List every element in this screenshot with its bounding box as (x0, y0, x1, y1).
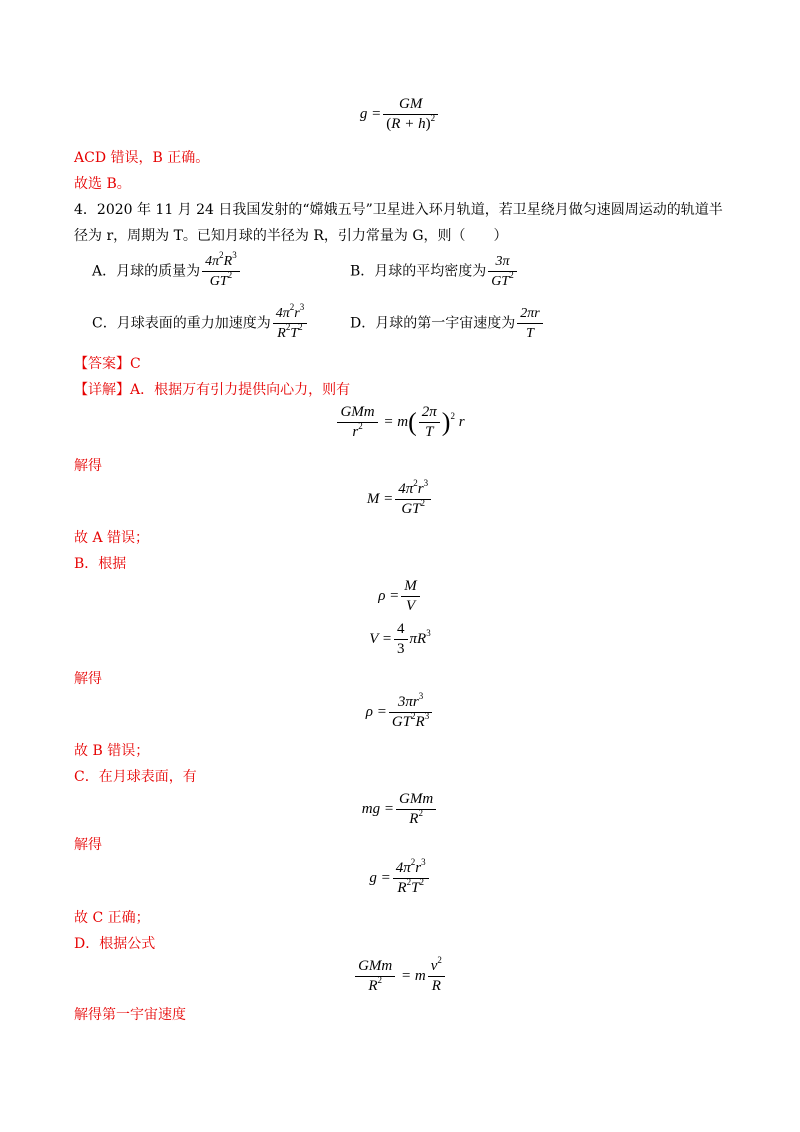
question-4-line-1: 4．2020 年 11 月 24 日我国发射的“嫦娥五号”卫星进入环月轨道，若卫星绕月做匀速圆周运动的轨道半 (74, 202, 723, 218)
solve-velocity-text: 解得第一宇宙速度 (74, 1007, 186, 1023)
equation-gravity-centripetal: $\frac{\text{GMm}}{r^2}$ = m( $\frac{2\pi}{T}$ )$^2$ r (0, 404, 800, 441)
equation-density-definition: ρ = $\frac{M}{V}$ (0, 578, 800, 615)
option-b-label: B．月球的平均密度为 (350, 263, 487, 280)
option-d-label: D．月球的第一宇宙速度为 (350, 315, 516, 332)
equation-mass: M = $\frac{4\pi^2r^3}{GT^2}$ (0, 481, 800, 518)
equation-g-gm-r-plus-h: g = $\frac{GM}{(R + h)^2}$ (0, 96, 800, 133)
option-d-formula: $\frac{2\pi r}{T}$ (517, 305, 542, 342)
option-a (92, 250, 242, 290)
option-c (92, 302, 309, 342)
conclusion-acd-wrong: ACD 错误，B 正确。 (74, 150, 210, 166)
detail-a-intro: 【详解】A．根据万有引力提供向心力，则有 (74, 382, 351, 398)
c-right-text: 故 C 正确； (74, 910, 150, 926)
choose-b-text: 故选 B。 (74, 176, 131, 192)
option-d (350, 305, 545, 342)
equation-volume: V = $\frac{4}{3}$ $\pi R^3$ (369, 621, 431, 657)
option-c-formula: $\frac{4\pi^2r^3}{R^2T^2}$ (273, 305, 307, 342)
solve-text-2: 解得 (74, 671, 102, 687)
option-c-label: C．月球表面的重力加速度为 (92, 315, 271, 332)
question-4-line-2: 径为 r，周期为 T。已知月球的半径为 R，引力常量为 G，则（ ） (74, 228, 508, 244)
solve-text-3: 解得 (74, 837, 102, 853)
option-a-label: A．月球的质量为 (92, 263, 201, 280)
equation-surface-gravity: mg = $\frac{\text{GMm}}{R^2}$ (0, 791, 800, 828)
a-wrong-text: 故 A 错误； (74, 530, 150, 546)
solve-text-1: 解得 (74, 458, 102, 474)
option-a-formula: $\frac{4\pi^2R^3}{GT^2}$ (202, 253, 240, 290)
option-b-formula: $\frac{3\pi}{GT^2}$ (488, 253, 516, 290)
equation-density-result: ρ = $\frac{3\pi r^3}{GT^2R^3}$ (0, 694, 800, 731)
d-formula-text: D．根据公式 (74, 936, 156, 952)
equation-surface-acceleration: g = $\frac{4\pi^2r^3}{R^2T^2}$ (0, 860, 800, 897)
b-basis-text: B．根据 (74, 556, 127, 572)
c-surface-text: C．在月球表面，有 (74, 769, 197, 785)
equation-first-cosmic-velocity: $\frac{\text{GMm}}{R^2}$ = m $\frac{v^2}{R}$ (0, 958, 800, 995)
option-b (350, 253, 519, 290)
answer-label: 【答案】C (74, 356, 141, 372)
b-wrong-text: 故 B 错误； (74, 743, 150, 759)
